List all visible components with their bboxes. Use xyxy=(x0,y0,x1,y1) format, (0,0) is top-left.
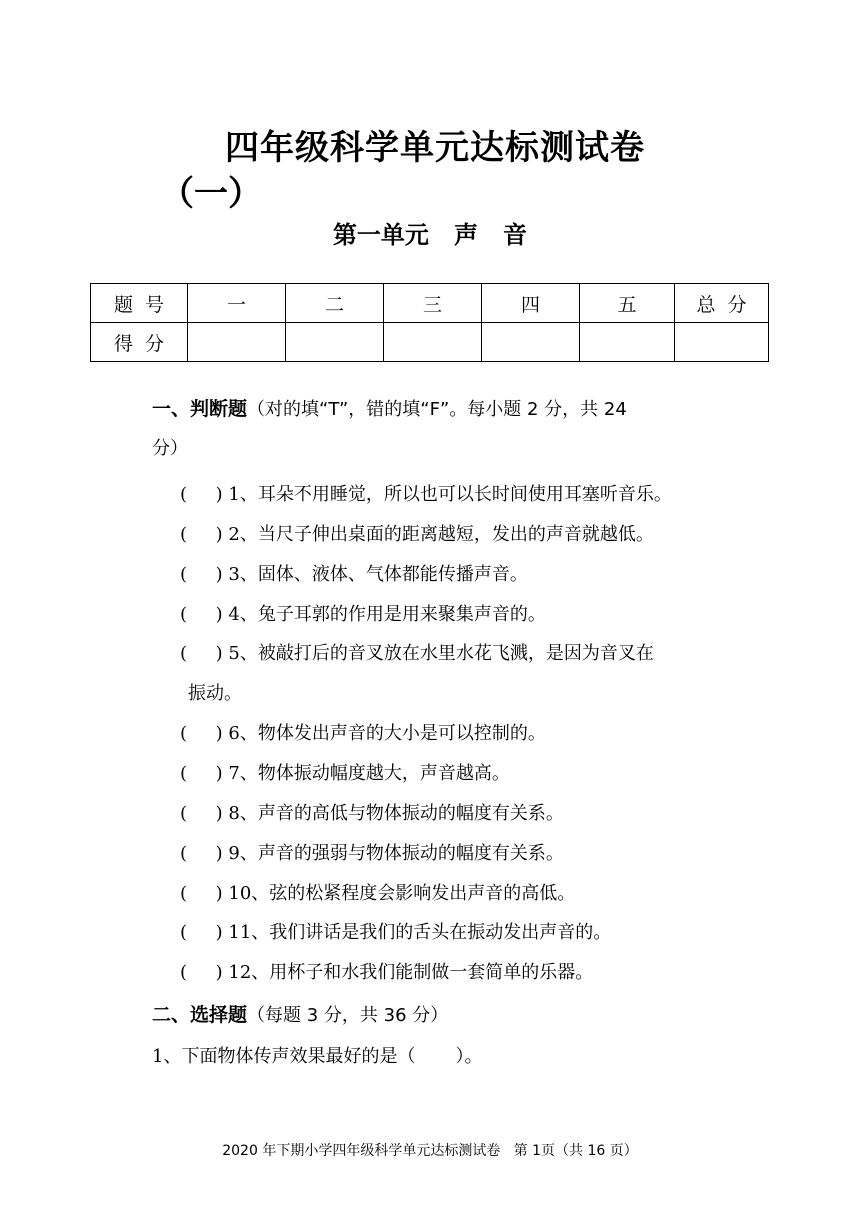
judge-item-11: ( ) 11、我们讲话是我们的舌头在振动发出声音的。 xyxy=(180,922,612,943)
score-table xyxy=(90,283,769,362)
judge-item-12: ( ) 12、用杯子和水我们能制做一套简单的乐器。 xyxy=(180,962,594,983)
section1-heading: 一、判断题 xyxy=(152,398,248,420)
section2-heading-line xyxy=(152,1000,448,1027)
judge-item-5-continuation: 振动。 xyxy=(188,683,242,704)
section1-note-continuation: 分） xyxy=(152,438,188,459)
judge-item-3: ( ) 3、固体、液体、气体都能传播声音。 xyxy=(180,564,528,585)
judge-item-2: ( ) 2、当尺子伸出桌面的距离越短，发出的声音就越低。 xyxy=(180,524,654,545)
section2-heading: 二、选择题 xyxy=(152,1004,248,1026)
score-cell-2[interactable] xyxy=(286,323,384,362)
header-cell-total: 总 分 xyxy=(675,284,769,323)
section2-note: （每题 3 分，共 36 分） xyxy=(247,1005,449,1026)
score-row-label: 得 分 xyxy=(91,323,188,362)
score-cell-total[interactable] xyxy=(675,323,769,362)
header-cell-question-number: 题 号 xyxy=(91,284,188,323)
section1-note: （对的填“T”，错的填“F”。每小题 2 分，共 24 xyxy=(247,399,627,420)
page-footer: 2020 年下期小学四年级科学单元达标测试卷 第 1页（共 16 页） xyxy=(222,1143,638,1159)
score-cell-5[interactable] xyxy=(580,323,675,362)
judge-item-5: ( ) 5、被敲打后的音叉放在水里水花飞溅，是因为音叉在 xyxy=(180,643,654,664)
score-cell-1[interactable] xyxy=(188,323,286,362)
score-table-header-row xyxy=(91,284,769,323)
judge-item-1: ( ) 1、耳朵不用睡觉，所以也可以长时间使用耳塞听音乐。 xyxy=(180,484,672,505)
header-cell-4: 四 xyxy=(482,284,580,323)
score-cell-3[interactable] xyxy=(384,323,482,362)
header-cell-3: 三 xyxy=(384,284,482,323)
header-cell-2: 二 xyxy=(286,284,384,323)
header-cell-1: 一 xyxy=(188,284,286,323)
section1-heading-line xyxy=(152,394,627,421)
score-table-score-row xyxy=(91,323,769,362)
score-cell-4[interactable] xyxy=(482,323,580,362)
judge-item-8: ( ) 8、声音的高低与物体振动的幅度有关系。 xyxy=(180,803,564,824)
header-cell-5: 五 xyxy=(580,284,675,323)
page-title-number: （一） xyxy=(160,174,262,214)
judge-item-7: ( ) 7、物体振动幅度越大，声音越高。 xyxy=(180,763,510,784)
judge-item-6: ( ) 6、物体发出声音的大小是可以控制的。 xyxy=(180,723,546,744)
judge-item-4: ( ) 4、兔子耳郭的作用是用来聚集声音的。 xyxy=(180,604,546,625)
unit-title: 第一单元 声 音 xyxy=(332,221,528,249)
page-title: 四年级科学单元达标测试卷 xyxy=(225,128,645,168)
choice-question-1: 1、下面物体传声效果最好的是（ ）。 xyxy=(152,1046,483,1067)
judge-item-9: ( ) 9、声音的强弱与物体振动的幅度有关系。 xyxy=(180,843,564,864)
judge-item-10: ( ) 10、弦的松紧程度会影响发出声音的高低。 xyxy=(180,883,576,904)
